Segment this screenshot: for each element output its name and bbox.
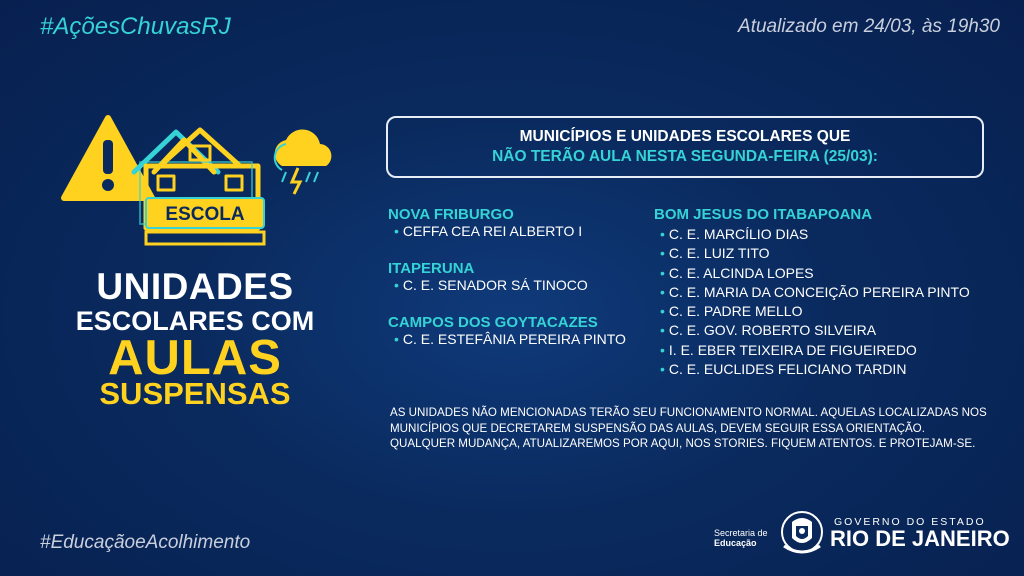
gov-line1: GOVERNO DO ESTADO (834, 516, 986, 528)
hashtag-bottom: #EducaçãoeAcolhimento (40, 532, 251, 553)
bullet-icon: • (660, 264, 665, 281)
storm-cloud-icon (275, 130, 332, 194)
sign-label: ESCOLA (165, 204, 245, 225)
gov-line2: RIO DE JANEIRO (830, 526, 1010, 551)
municipality-group (388, 314, 638, 347)
info-box (386, 116, 984, 178)
bullet-icon: • (660, 303, 665, 320)
secretaria-line2: Educação (714, 538, 757, 548)
school-item: • C. E. PADRE MELLO (660, 303, 803, 320)
headline-line3: AULAS (108, 331, 282, 385)
right-column (654, 206, 994, 379)
left-column (388, 206, 638, 347)
bullet-icon: • (660, 322, 665, 339)
hashtag-top: #AçõesChuvasRJ (40, 13, 231, 40)
headline-line1: UNIDADES (96, 266, 294, 307)
secretaria-line1: Secretaria de (714, 528, 768, 538)
info-box-line2: NÃO TERÃO AULA NESTA SEGUNDA-FEIRA (25/03): (492, 148, 878, 165)
school-item: • C. E. GOV. ROBERTO SILVEIRA (660, 322, 877, 339)
school-alert-illustration (60, 110, 340, 260)
school-item: • C. E. ALCINDA LOPES (660, 264, 814, 281)
school-item: • C. E. MARCÍLIO DIAS (660, 226, 809, 242)
bullet-icon: • (660, 361, 665, 378)
info-box-line1: MUNICÍPIOS E UNIDADES ESCOLARES QUE (519, 128, 851, 145)
headline-line4: SUSPENSAS (99, 376, 291, 411)
municipality-name: CAMPOS DOS GOYTACAZES (388, 314, 598, 331)
bullet-icon: • (394, 223, 399, 239)
warning-icon (64, 118, 152, 198)
municipality-group (388, 260, 638, 314)
school-item: • C. E. EUCLIDES FELICIANO TARDIN (660, 361, 907, 378)
bullet-icon: • (660, 245, 665, 262)
school-item: • C. E. LUIZ TITO (660, 245, 770, 262)
bullet-icon: • (660, 341, 665, 358)
headline-line2: ESCOLARES COM (75, 306, 315, 336)
updated-timestamp: Atualizado em 24/03, às 19h30 (738, 16, 1000, 37)
bullet-icon: • (660, 283, 665, 300)
bullet-icon: • (660, 226, 665, 242)
school-item: • I. E. EBER TEIXEIRA DE FIGUEIREDO (660, 341, 917, 358)
secretaria-label (714, 528, 768, 548)
municipality-group (388, 206, 638, 260)
disclaimer-note: AS UNIDADES NÃO MENCIONADAS TERÃO SEU FUNCIONAMENTO NORMAL. AQUELAS LOCALIZADAS NOS MUNICÍPIOS QUE DECRETAREM SUSPENSÃO DAS AULAS, DEVEM SEGUIR ESSA ORIENTAÇÃO. QUALQUER MUDANÇA, ATUALIZAREMOS POR AQUI, NOS STORIES. FIQUEM ATENTOS. E PROTEJAM-SE. (390, 406, 987, 450)
school-item: • C. E. MARIA DA CONCEIÇÃO PEREIRA PINTO (660, 283, 970, 300)
municipality-name: NOVA FRIBURGO (388, 206, 514, 223)
bullet-icon: • (394, 331, 399, 347)
municipality-name: BOM JESUS DO ITABAPOANA (654, 206, 873, 223)
school-item: • C. E. ESTEFÂNIA PEREIRA PINTO (394, 331, 626, 347)
bullet-icon: • (394, 277, 399, 293)
state-crest-icon (778, 508, 826, 558)
municipality-name: ITAPERUNA (388, 260, 475, 277)
school-item: • CEFFA CEA REI ALBERTO I (394, 223, 583, 239)
school-item: • C. E. SENADOR SÁ TINOCO (394, 277, 588, 293)
